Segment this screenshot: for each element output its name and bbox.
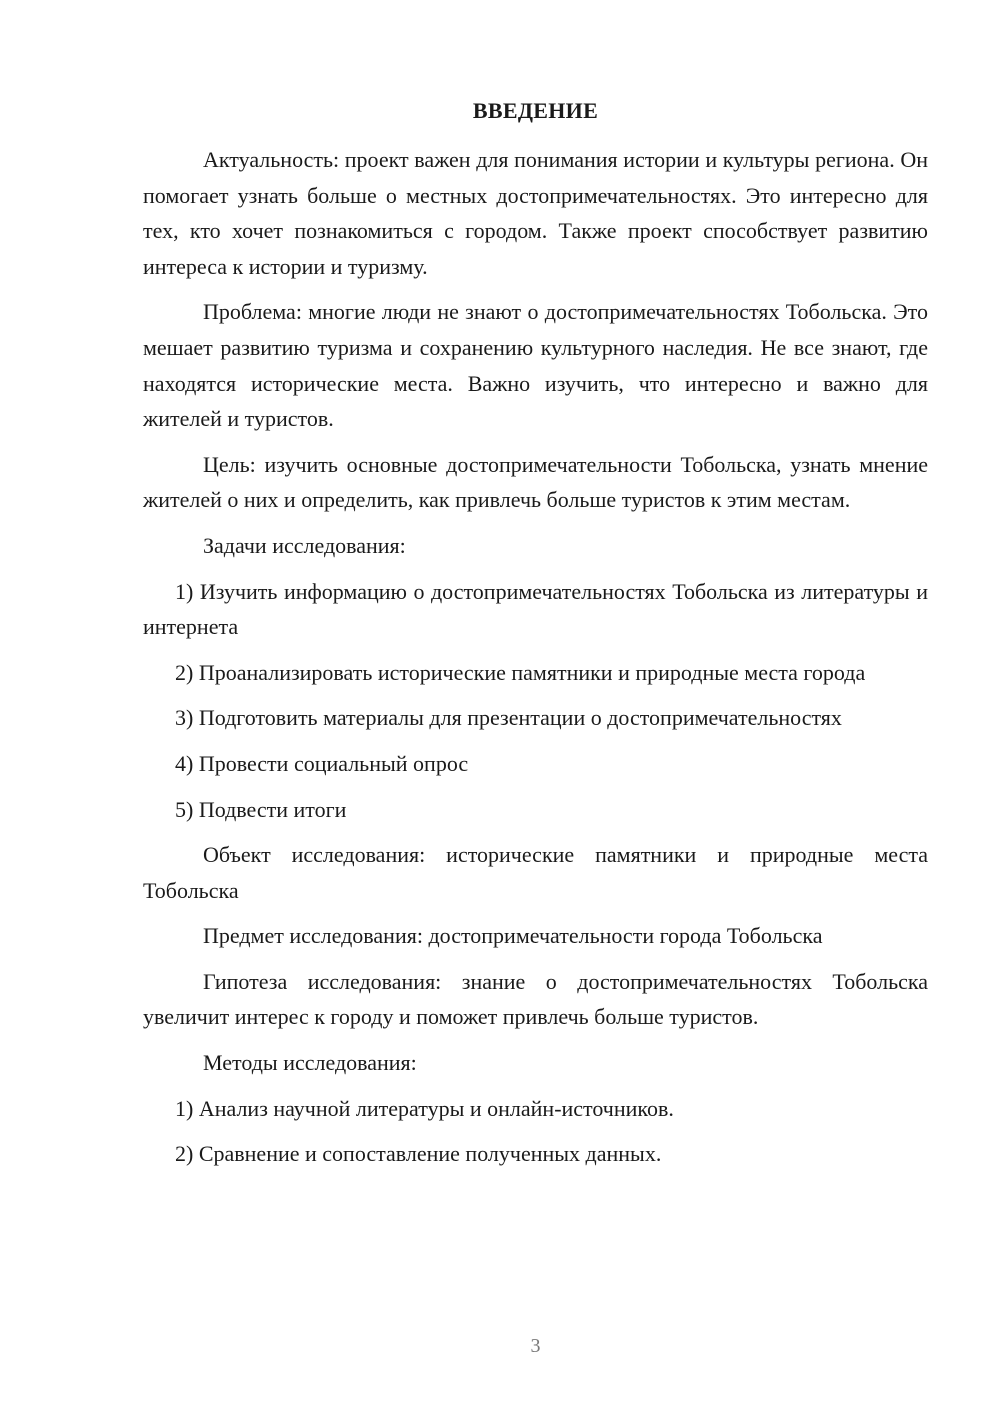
task-list-item: 3) Подготовить материалы для презентации о достопримечательностях — [175, 705, 842, 731]
paragraph-methods-heading: Методы исследования: — [203, 1050, 417, 1076]
paragraph-object: Объект исследования: исторические памятники и природные места Тобольска — [143, 842, 928, 903]
task-list-item: 4) Провести социальный опрос — [175, 750, 469, 776]
paragraph-subject: Предмет исследования: достопримечательности города Тобольска — [203, 923, 823, 949]
document-page — [143, 0, 928, 1414]
paragraph-tasks-heading: Задачи исследования: — [203, 532, 406, 558]
method-list-item: 2) Сравнение и сопоставление полученных данных. — [175, 1141, 662, 1167]
method-list-item: 1) Анализ научной литературы и онлайн-источников. — [175, 1095, 674, 1121]
task-list-item: 2) Проанализировать исторические памятники и природные места города — [175, 659, 866, 685]
task-list-item: 5) Подвести итоги — [175, 796, 347, 822]
page-number: 3 — [530, 1335, 541, 1357]
document-body — [143, 142, 928, 1182]
paragraph-problem: Проблема: многие люди не знают о достопримечательностях Тобольска. Это мешает развитию туризма и сохранению культурного наследия. Не все знают, где находятся исторические места. Важно изучить, что интересно и важно для жителей и туристов. — [143, 299, 928, 432]
paragraph-relevance: Актуальность: проект важен для понимания истории и культуры региона. Он помогает узнать больше о местных достопримечательностях. Это интересно для тех, кто хочет познакомиться с городом. Также проект способствует развитию интереса к истории и туризму. — [143, 147, 928, 279]
paragraph-hypothesis: Гипотеза исследования: знание о достопримечательностях Тобольска увеличит интерес к городу и поможет привлечь больше туристов. — [143, 968, 928, 1030]
task-list-item: 1) Изучить информацию о достопримечательностях Тобольска из литературы и интернета — [143, 578, 928, 640]
page-title: ВВЕДЕНИЕ — [472, 98, 599, 123]
paragraph-goal: Цель: изучить основные достопримечательности Тобольска, узнать мнение жителей о них и определить, как привлечь больше туристов к этим местам. — [143, 451, 928, 513]
